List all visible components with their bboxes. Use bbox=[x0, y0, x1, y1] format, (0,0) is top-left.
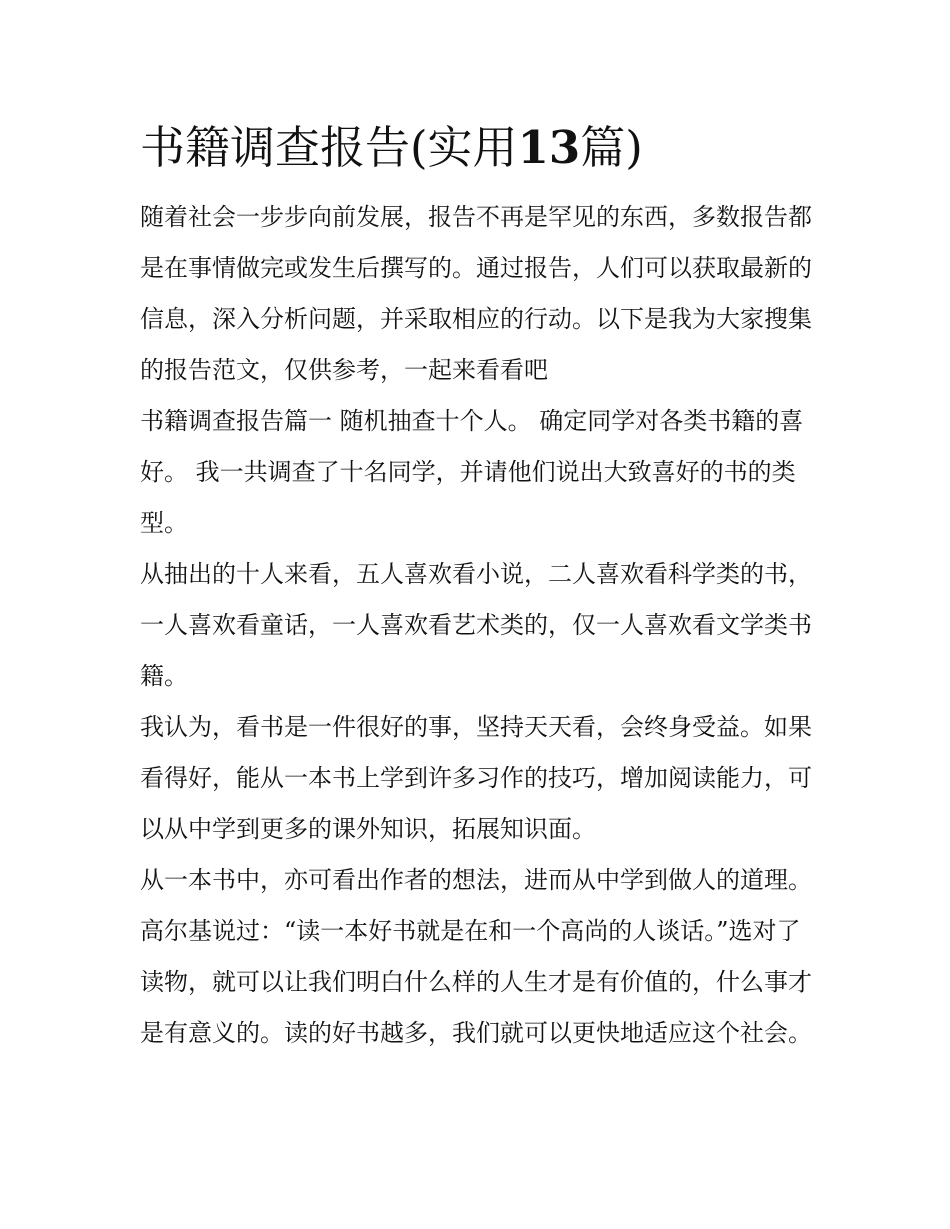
survey-method-paragraph: 书籍调查报告篇一 随机抽查十个人。 确定同学对各类书籍的喜好。 我一共调查了十名同学，并请他们说出大致喜好的书的类型。 bbox=[140, 407, 804, 537]
intro-paragraph: 随着社会一步步向前发展，报告不再是罕见的东西，多数报告都是在事情做完或发生后撰写的。通过报告，人们可以获取最新的信息，深入分析问题，并采取相应的行动。以下是我为大家搜集的报告范文，仅供参考，一起来看看吧 bbox=[140, 203, 812, 384]
document-title bbox=[140, 112, 812, 184]
conclusion-paragraph: 从一本书中，亦可看出作者的想法，进而从中学到做人的道理。高尔基说过：“读一本好书就是在和一个高尚的人谈话。”选对了读物，就可以让我们明白什么样的人生才是有价值的，什么事才是有意义的。读的好书越多，我们就可以更快地适应这个社会。 bbox=[140, 866, 812, 1047]
opinion-paragraph: 我认为，看书是一件很好的事，坚持天天看，会终身受益。如果看得好，能从一本书上学到许多习作的技巧，增加阅读能力，可以从中学到更多的课外知识，拓展知识面。 bbox=[140, 713, 812, 843]
document-page bbox=[140, 112, 812, 1059]
title-text-pre: 书籍调查报告(实用 bbox=[140, 121, 518, 174]
title-text-post: 篇) bbox=[580, 121, 643, 174]
survey-results-paragraph: 从抽出的十人来看，五人喜欢看小说，二人喜欢看科学类的书，一人喜欢看童话，一人喜欢看艺术类的，仅一人喜欢看文学类书籍。 bbox=[140, 560, 812, 690]
title-number: 13 bbox=[517, 121, 581, 174]
